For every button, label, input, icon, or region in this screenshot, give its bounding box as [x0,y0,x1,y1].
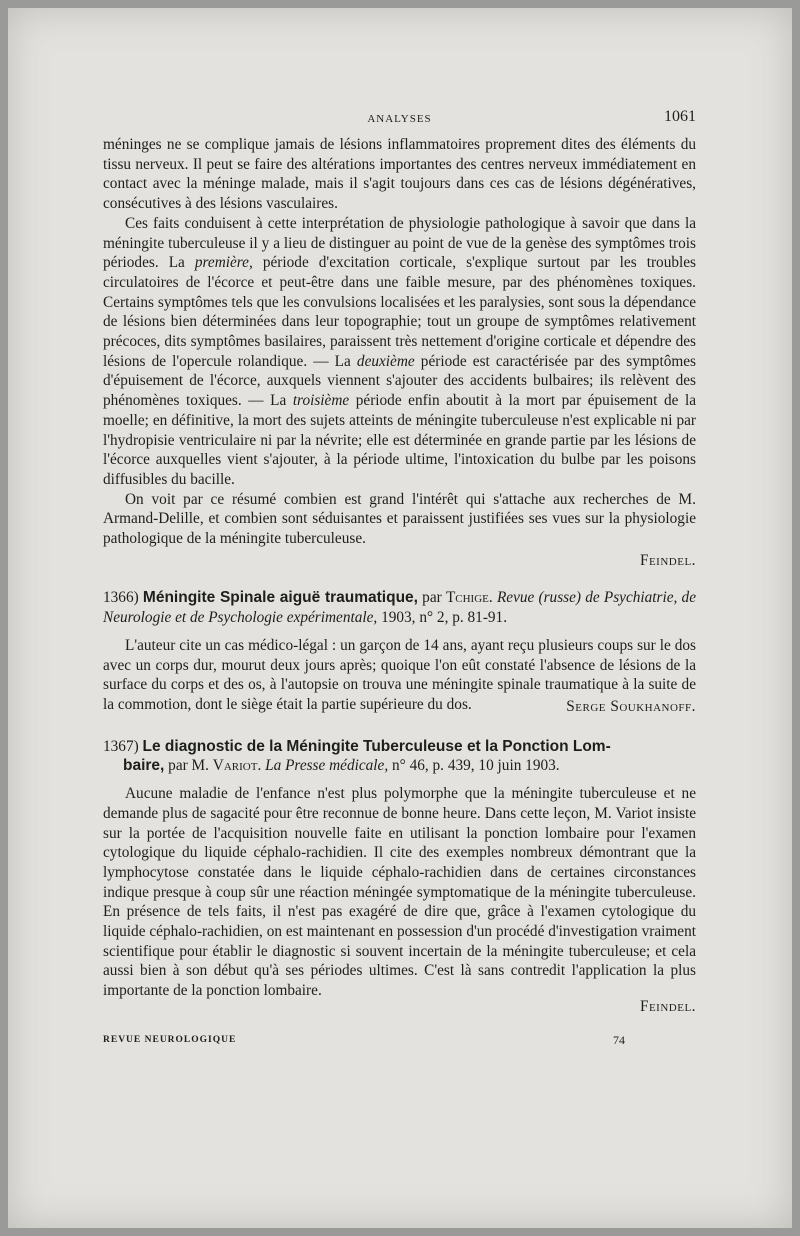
signature-feindel-1: Feindel. [639,551,696,569]
page-content [103,107,696,1051]
entry-source: La Presse médicale, [265,757,389,775]
entry-number: 1366) [103,589,139,607]
entry-heading-cont: baire, [123,757,165,775]
emph-second: deuxième [356,352,415,370]
entry-number: 1367) [103,737,139,755]
entry-source: Revue (russe) de Psychiatrie, de Neurologie et de Psychologie expérimentale, [103,589,696,627]
entry-author: Tchige. [445,589,493,607]
signature-soukhanoff: Serge Soukhanoff. [566,697,696,715]
page [8,8,792,1228]
entry-heading: Méningite Spinale aiguë traumatique, [142,589,418,607]
entry-heading: Le diagnostic de la Méningite Tuberculeuse et la Ponction Lom- [142,737,611,755]
signature-feindel-2: Feindel. [639,997,696,1015]
continued-paragraph-2: Ces faits conduisent à cette interprétation de physiologie pathologique à savoir que dans la méningite tuberculeuse il y a lieu de distinguer au point de vue de la genèse des symptômes trois périodes. La première, période d'excitation corticale, s'explique surtout par les troubles circulatoires de l'écorce et peut-être dans une faible mesure, par des phénomènes toxiques. Certains symptômes tels que les convulsions localisées et les paralysies, sont sous la dépendance de lésions bien déterminées dans leur topographie; tout un groupe de symptômes relativement précoces, dits symptômes basilaires, paraissent très nettement d'origine corticale et dépendre des lésions de l'opercule rolandique. — La deuxième période est caractérisée par des symptômes d'épuisement de l'écorce, auxquels viennent s'ajouter des accidents bulbaires; ils relèvent des phénomènes toxiques. — La troisième période enfin aboutit à la mort par épuisement de la moelle; en définitive, la mort des sujets atteints de méningite tuberculeuse n'est explicable ni par l'hydropisie ventriculaire ni par la névrite; elle est déterminée en grande partie par les lésions de l'écorce auxquelles vient s'ajouter, à la période ultime, l'intoxication du bulbe par les poisons diffusibles du bacille. [103,214,696,488]
continued-paragraph-3: On voit par ce résumé combien est grand l'intérêt qui s'attache aux recherches de M. Armand-Delille, et combien sont séduisantes et paraissent justifiées ses vues sur la physiologie pathologique de la méningite tuberculeuse. [103,490,696,548]
footer-sheet-number: 74 [613,1032,625,1047]
emph-first: première, [194,254,253,272]
continued-paragraph-1: méninges ne se complique jamais de lésions inflammatoires proprement dites des éléments du tissu nerveux. Il peut se faire des altérations importantes des centres nerveux immédiatement en contact avec la méninge malade, mais il s'agit toujours dans ces cas de lésions dégénératives, consécutives à des lésions vasculaires. [103,136,696,213]
entry-1366-title: 1366) Méningite Spinale aiguë traumatique, par Tchige. Revue (russe) de Psychiatrie, de Neurologie et de Psychologie expérimentale, 1903, n° 2, p. 81-91. [103,589,696,627]
running-head [103,107,696,127]
entry-author: Variot. [212,757,262,775]
entry-1366-body: L'auteur cite un cas médico-légal : un garçon de 14 ans, ayant reçu plusieurs coups sur le dos avec un corps dur, mourut deux jours après; quoique l'on eût constaté l'absence de lésions de la surface du corps et des os, à l'autopsie on trouva une méningite spinale traumatique à la suite de la commotion, dont le siège était la partie supérieure du dos. Serge Soukhanoff. [103,636,696,715]
emph-third: troisième [292,392,350,410]
entry-1367-body: Aucune maladie de l'enfance n'est plus polymorphe que la méningite tuberculeuse et ne demande plus de sagacité pour être reconnue de bonne heure. Dans cette leçon, M. Variot insiste sur la portée de l'acquisition nouvelle faite en utilisant la ponction lombaire pour l'examen cytologique du liquide céphalo-rachidien. Il cite des exemples nombreux démontrant que la lymphocytose constatée dans le liquide céphalo-rachidien dans de certaines circonstances indique presque à coup sûr une réaction méningée symptomatique de la méningite tuberculeuse. En présence de tels faits, il n'est pas exagéré de dire que, grâce à l'examen cytologique du liquide céphalo-rachidien, on est maintenant en possession d'un procédé d'investigation vraiment scientifique pour établir le diagnostic si souvent incertain de la méningite tuberculeuse; et cela aussi bien à son début qu'à ses périodes ultimes. C'est là sans contredit l'application la plus importante de la ponction lombaire. [103,785,696,1000]
page-number: 1061 [664,108,696,125]
running-head-title: ANALYSES [367,113,432,125]
entry-1367-title: 1367) Le diagnostic de la Méningite Tuberculeuse et la Ponction Lom- baire, par M. Variot. La Presse médicale, n° 46, p. 439, 10 juin 1903. [103,737,611,775]
page-footer [103,1025,696,1051]
footer-journal: REVUE NEUROLOGIQUE [103,1034,237,1045]
